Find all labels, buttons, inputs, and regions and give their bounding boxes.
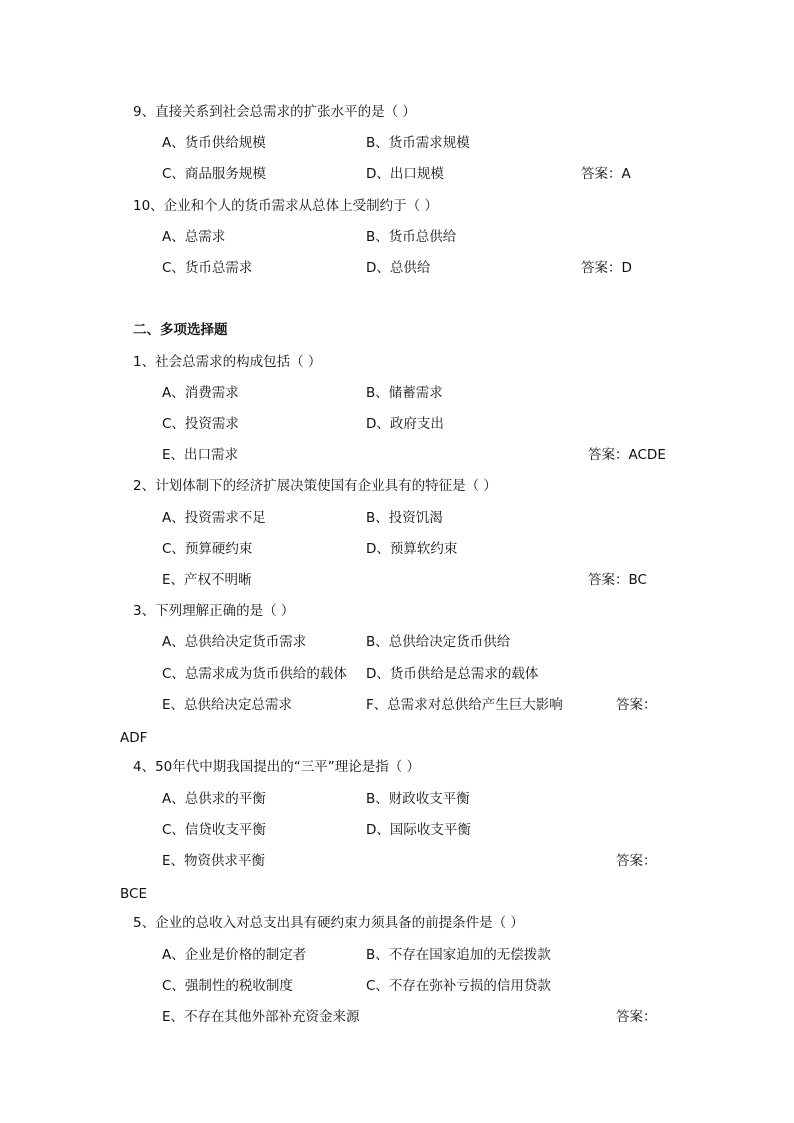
multi-5-option-e: E、不存在其他外部补充资金来源 [162, 1009, 360, 1025]
multi-4-option-a: A、总供求的平衡 [162, 791, 266, 807]
multi-3-option-b: B、总供给决定货币供给 [366, 634, 511, 650]
question-9-option-d: D、出口规模 [366, 166, 444, 182]
question-10-option-a: A、总需求 [162, 229, 226, 245]
multi-3-option-e: E、总供给决定总需求 [162, 697, 293, 713]
multi-4-answer-value: BCE [120, 886, 147, 902]
multi-3-stem: 3、下列理解正确的是（ ） [133, 603, 295, 619]
multi-2-option-b: B、投资饥渴 [366, 510, 443, 526]
multi-1-option-d: D、政府支出 [366, 416, 444, 432]
multi-4-option-b: B、财政收支平衡 [366, 791, 470, 807]
multi-1-option-e: E、出口需求 [162, 447, 239, 463]
multi-1-option-c: C、投资需求 [162, 416, 239, 432]
section-heading: 二、多项选择题 [133, 322, 228, 338]
multi-2-option-a: A、投资需求不足 [162, 510, 266, 526]
question-10-option-b: B、货币总供给 [366, 229, 457, 245]
multi-4-answer-label: 答案： [616, 853, 657, 869]
question-9-option-a: A、货币供给规模 [162, 135, 266, 151]
multi-4-option-c: C、信贷收支平衡 [162, 822, 266, 838]
multi-4-option-e: E、物资供求平衡 [162, 853, 266, 869]
multi-3-option-a: A、总供给决定货币需求 [162, 634, 307, 650]
question-10-option-c: C、货币总需求 [162, 260, 253, 276]
multi-5-option-d: C、不存在弥补亏损的信用贷款 [366, 978, 551, 994]
multi-3-answer-label: 答案： [616, 697, 657, 713]
multi-3-option-c: C、总需求成为货币供给的载体 [162, 666, 347, 682]
question-9-option-c: C、商品服务规模 [162, 166, 266, 182]
multi-3-option-f: F、总需求对总供给产生巨大影响 [366, 697, 563, 713]
question-10-option-d: D、总供给 [366, 260, 431, 276]
multi-2-option-d: D、预算软约束 [366, 541, 458, 557]
question-10-stem: 10、企业和个人的货币需求从总体上受制约于（ ） [133, 198, 438, 214]
multi-2-option-e: E、产权不明晰 [162, 572, 252, 588]
multi-4-stem: 4、50年代中期我国提出的“三平”理论是指（ ） [133, 759, 421, 775]
multi-5-answer-label: 答案： [616, 1009, 657, 1025]
question-10-answer: 答案：D [581, 260, 632, 276]
question-9-stem: 9、直接关系到社会总需求的扩张水平的是（ ） [133, 104, 416, 120]
question-9-option-b: B、货币需求规模 [366, 135, 470, 151]
multi-1-answer: 答案：ACDE [588, 447, 666, 463]
question-9-answer: 答案：A [581, 166, 631, 182]
multi-5-option-a: A、企业是价格的制定者 [162, 947, 307, 963]
multi-5-option-b: B、不存在国家追加的无偿拨款 [366, 947, 551, 963]
multi-2-option-c: C、预算硬约束 [162, 541, 253, 557]
multi-3-answer-value: ADF [120, 730, 148, 746]
multi-4-option-d: D、国际收支平衡 [366, 822, 471, 838]
multi-2-stem: 2、计划体制下的经济扩展决策使国有企业具有的特征是（ ） [133, 478, 497, 494]
multi-2-answer: 答案：BC [588, 572, 647, 588]
multi-5-stem: 5、企业的总收入对总支出具有硬约束力须具备的前提条件是（ ） [133, 915, 524, 931]
multi-3-option-d: D、货币供给是总需求的载体 [366, 666, 539, 682]
multi-1-option-a: A、消费需求 [162, 385, 239, 401]
multi-1-stem: 1、社会总需求的构成包括（ ） [133, 354, 322, 370]
multi-5-option-c: C、强制性的税收制度 [162, 978, 293, 994]
multi-1-option-b: B、储蓄需求 [366, 385, 443, 401]
